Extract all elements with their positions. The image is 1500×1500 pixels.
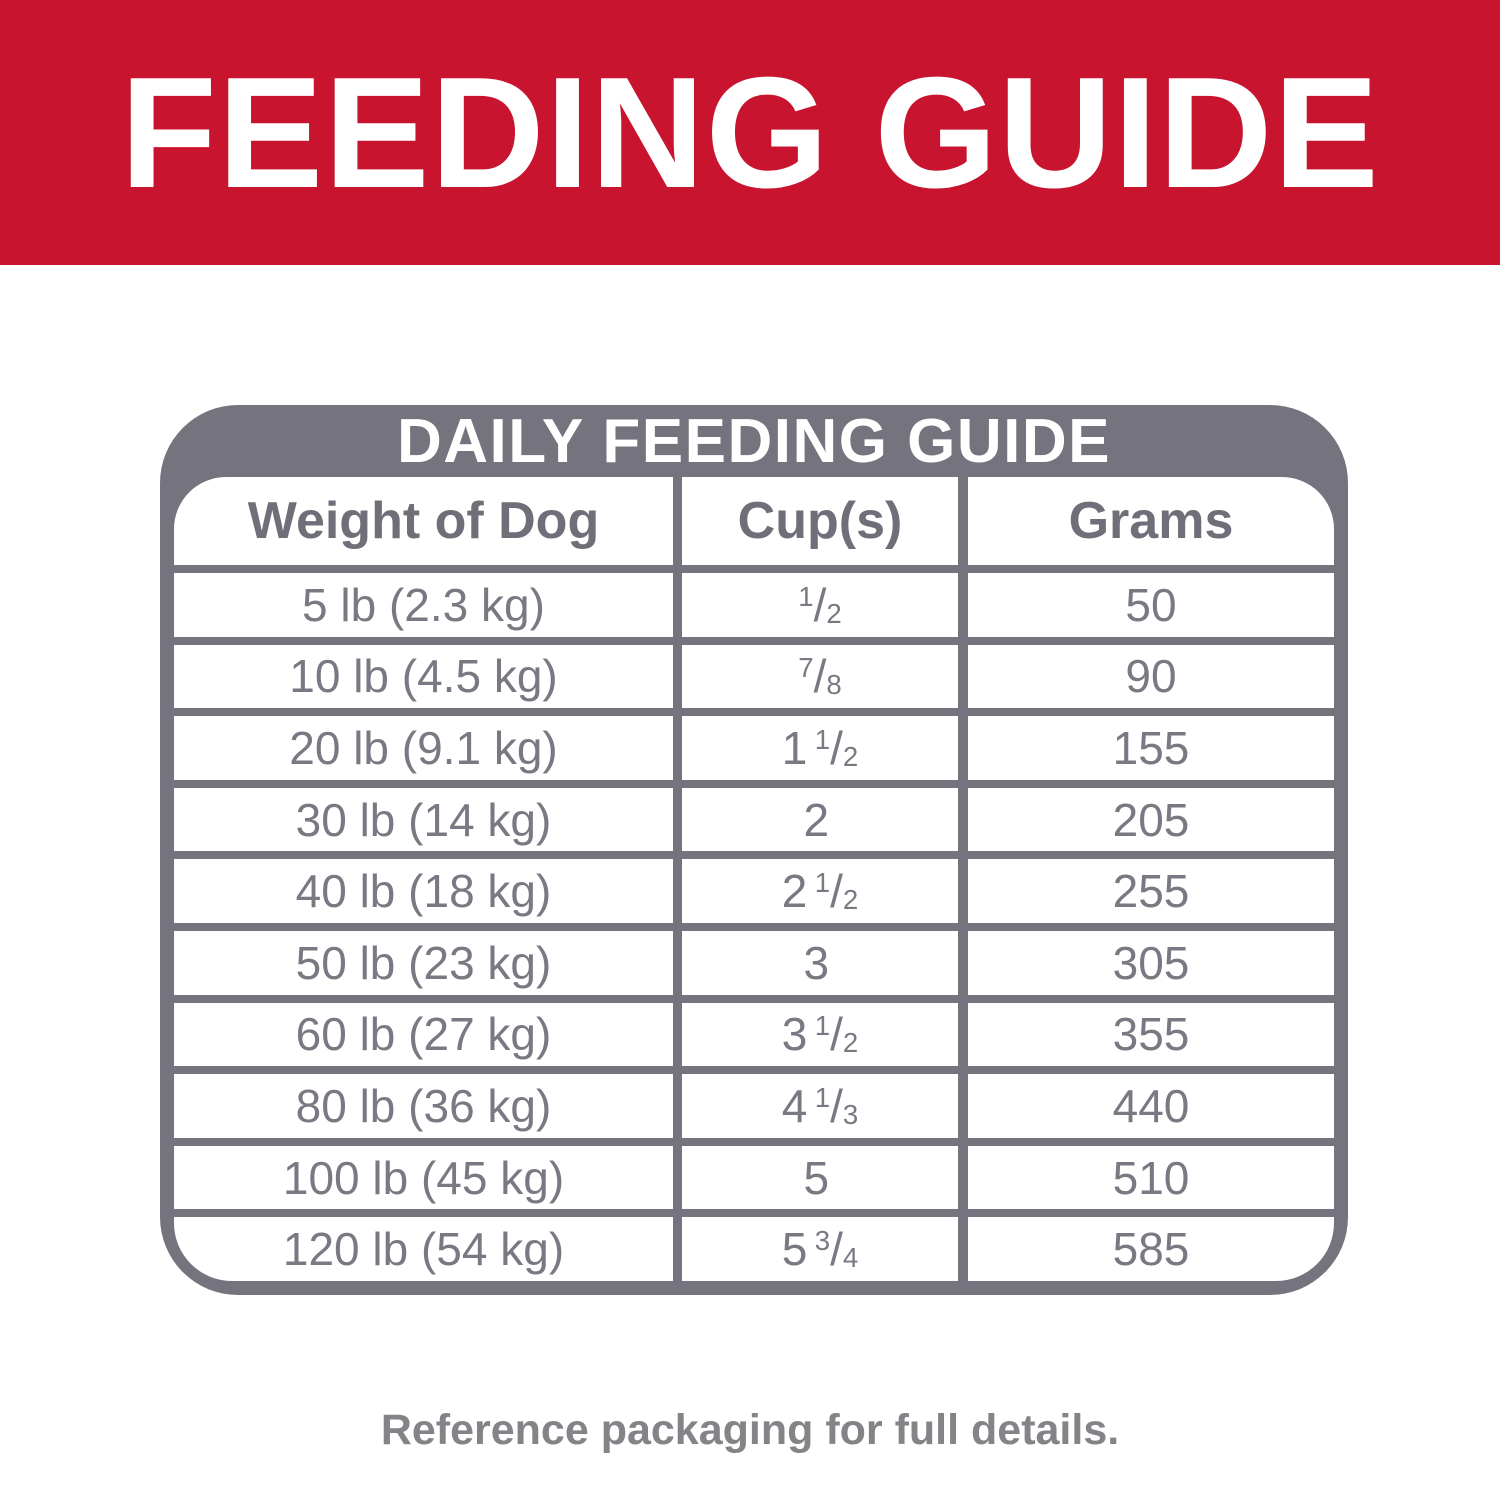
cups-cell: 4 $^1$/3 bbox=[682, 1074, 968, 1138]
grams-cell: 255 bbox=[1112, 865, 1190, 918]
cups-cell: $^1$/2 bbox=[682, 573, 968, 637]
table-row bbox=[174, 1146, 1334, 1218]
grams-cell: 205 bbox=[1112, 793, 1190, 846]
grams-cell: 585 bbox=[1112, 1223, 1190, 1276]
grams-cell: 90 bbox=[1125, 650, 1177, 703]
feeding-guide-banner bbox=[0, 0, 1500, 265]
table-row bbox=[174, 716, 1334, 788]
table-row bbox=[174, 645, 1334, 717]
table-header-row bbox=[174, 477, 1334, 573]
table-title: DAILY FEEDING GUIDE bbox=[396, 406, 1112, 476]
banner-title: FEEDING GUIDE bbox=[120, 44, 1380, 221]
table-row bbox=[174, 931, 1334, 1003]
cups-cell: 3 $^1$/2 bbox=[682, 1003, 968, 1067]
table-row bbox=[174, 1003, 1334, 1075]
table-row bbox=[174, 1074, 1334, 1146]
table-row bbox=[174, 573, 1334, 645]
weight-cell: 80 lb (36 kg) bbox=[174, 1074, 682, 1138]
grams-cell: 355 bbox=[1112, 1008, 1190, 1061]
cups-cell: 2 bbox=[682, 788, 968, 852]
table-row bbox=[174, 859, 1334, 931]
cups-cell: 2 $^1$/2 bbox=[682, 859, 968, 923]
grams-cell: 305 bbox=[1112, 936, 1190, 989]
weight-cell: 100 lb (45 kg) bbox=[174, 1146, 682, 1210]
cups-cell: 1 $^1$/2 bbox=[682, 716, 968, 780]
grams-cell: 510 bbox=[1112, 1151, 1190, 1204]
weight-cell: 50 lb (23 kg) bbox=[174, 931, 682, 995]
grams-cell: 155 bbox=[1112, 721, 1190, 774]
footer-note: Reference packaging for full details. bbox=[380, 1405, 1120, 1454]
weight-cell: 120 lb (54 kg) bbox=[174, 1217, 682, 1281]
grams-cell: 440 bbox=[1112, 1079, 1190, 1132]
cups-cell: 5 $^3$/4 bbox=[682, 1217, 968, 1281]
weight-cell: 40 lb (18 kg) bbox=[174, 859, 682, 923]
weight-cell: 20 lb (9.1 kg) bbox=[174, 716, 682, 780]
weight-cell: 5 lb (2.3 kg) bbox=[174, 573, 682, 637]
cups-cell: 3 bbox=[682, 931, 968, 995]
table-row bbox=[174, 1217, 1334, 1281]
table-row bbox=[174, 788, 1334, 860]
feeding-table bbox=[174, 477, 1334, 1281]
weight-cell: 10 lb (4.5 kg) bbox=[174, 645, 682, 709]
weight-cell: 30 lb (14 kg) bbox=[174, 788, 682, 852]
column-header-grams: Grams bbox=[1068, 492, 1234, 550]
column-header-cups: Cup(s) bbox=[682, 477, 968, 565]
column-header-weight-of-dog: Weight of Dog bbox=[174, 477, 682, 565]
grams-cell: 50 bbox=[1125, 578, 1177, 631]
daily-feeding-guide-card bbox=[160, 405, 1348, 1295]
cups-cell: $^7$/8 bbox=[682, 645, 968, 709]
weight-cell: 60 lb (27 kg) bbox=[174, 1003, 682, 1067]
cups-cell: 5 bbox=[682, 1146, 968, 1210]
